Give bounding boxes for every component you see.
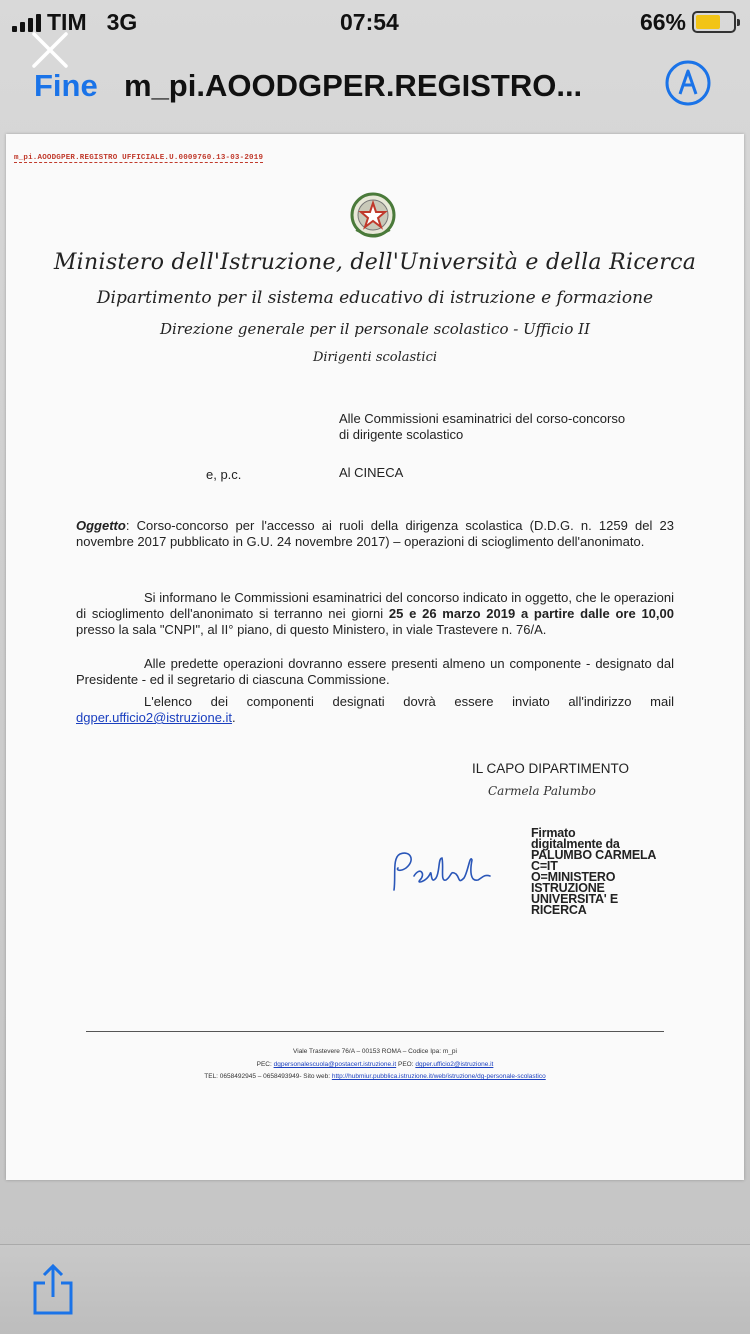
protocol-stamp: m_pi.AOODGPER.REGISTRO UFFICIALE.U.0009760.13-03-2019	[14, 154, 264, 162]
body-paragraph	[76, 694, 674, 726]
republic-emblem-icon	[348, 190, 398, 240]
body-text: L'elenco dei componenti designati dovrà essere inviato all'indirizzo mail	[144, 694, 674, 709]
subject-paragraph	[76, 518, 674, 550]
addressee-line: Alle Commissioni esaminatrici del corso-concorso	[339, 411, 626, 426]
ministry-name: Ministero dell'Istruzione, dell'Università e della Ricerca	[53, 250, 697, 275]
battery-icon	[692, 11, 736, 33]
status-right	[640, 9, 736, 36]
stamp-line: RICERCA	[531, 903, 587, 917]
body-text: .	[232, 710, 236, 725]
office-name: Dirigenti scolastici	[312, 350, 438, 365]
addressee-line: di dirigente scolastico	[339, 427, 464, 442]
stamp-line: UNIVERSITA' E	[531, 892, 618, 906]
cc-label: e, p.c.	[206, 467, 242, 482]
done-button[interactable]: Fine	[34, 68, 98, 103]
markup-pen-icon[interactable]	[664, 59, 712, 107]
email-link[interactable]: dgper.ufficio2@istruzione.it	[76, 710, 233, 725]
footer-phone-web	[6, 1073, 744, 1080]
subject-label: Oggetto	[76, 518, 126, 533]
stamp-line: O=MINISTERO	[531, 870, 616, 884]
clock: 07:54	[340, 8, 399, 35]
stamp-line: PALUMBO CARMELA	[531, 848, 657, 862]
peo-link[interactable]: dgper.ufficio2@istruzione.it	[415, 1061, 494, 1068]
footer-label: PEC:	[256, 1061, 274, 1068]
footer-phone: TEL: 0658492945 – 0658493949- Sito web:	[204, 1073, 332, 1080]
stamp-line: Firmato	[531, 826, 576, 840]
cc-recipient: Al CINECA	[339, 465, 404, 480]
navigation-bar	[0, 52, 750, 122]
footer-label: PEO:	[396, 1061, 416, 1068]
footer-contacts	[6, 1061, 744, 1068]
body-paragraph: Alle predette operazioni dovranno essere presenti almeno un componente - designato dal Presidente - ed il segretario di ciascuna Commissione.	[76, 656, 674, 687]
signatory-title: IL CAPO DIPARTIMENTO	[472, 761, 630, 776]
website-link[interactable]: http://hubmiur.pubblica.istruzione.it/web/istruzione/dg-personale-scolastico	[331, 1073, 546, 1080]
bottom-toolbar	[0, 1244, 750, 1334]
share-icon[interactable]	[30, 1263, 76, 1317]
directorate-name: Direzione generale per il personale scolastico - Ufficio II	[159, 320, 591, 338]
addressee	[339, 411, 719, 443]
signatory-name: Carmela Palumbo	[488, 784, 596, 798]
carrier-label: TIM	[47, 8, 87, 35]
subject-text: : Corso-concorso per l'accesso ai ruoli della dirigenza scolastica (D.D.G. n. 1259 del 23 novembre 2017 pubblicato in G.U. 24 novembre 2017) – operazioni di scioglimento dell'anonimato.	[76, 518, 674, 549]
battery-fill	[696, 15, 720, 29]
stamp-line: ISTRUZIONE	[531, 881, 605, 895]
body-paragraph	[76, 590, 674, 638]
footer-divider	[86, 1031, 664, 1032]
meeting-date: 25 e 26 marzo 2019 a partire dalle ore 10,00	[388, 606, 674, 621]
footer-address: Viale Trastevere 76/A – 00153 ROMA – Codice Ipa: m_pi	[293, 1048, 457, 1055]
body-text: Si informano le Commissioni esaminatrici del concorso indicato in oggetto, che le operazioni di scioglimento dell'anonimato si terranno nei giorni	[76, 590, 674, 621]
battery-percent: 66%	[639, 8, 686, 35]
status-bar	[0, 0, 750, 44]
network-type: 3G	[106, 8, 138, 35]
signal-strength-icon	[12, 12, 41, 32]
body-text: presso la sala "CNPI", al II° piano, di questo Ministero, in viale Trastevere n. 76/A.	[76, 622, 547, 637]
document-title: m_pi.AOODGPER.REGISTRO...	[124, 68, 583, 103]
digital-signature-stamp	[531, 828, 681, 916]
pec-link[interactable]: dgpersonalescuola@postacert.istruzione.it	[273, 1061, 397, 1068]
handwritten-signature	[386, 846, 506, 896]
department-name: Dipartimento per il sistema educativo di istruzione e formazione	[96, 288, 654, 308]
stamp-line: digitalmente da	[531, 837, 620, 851]
stamp-line: C=IT	[531, 859, 558, 873]
document-page[interactable]	[6, 134, 744, 1180]
